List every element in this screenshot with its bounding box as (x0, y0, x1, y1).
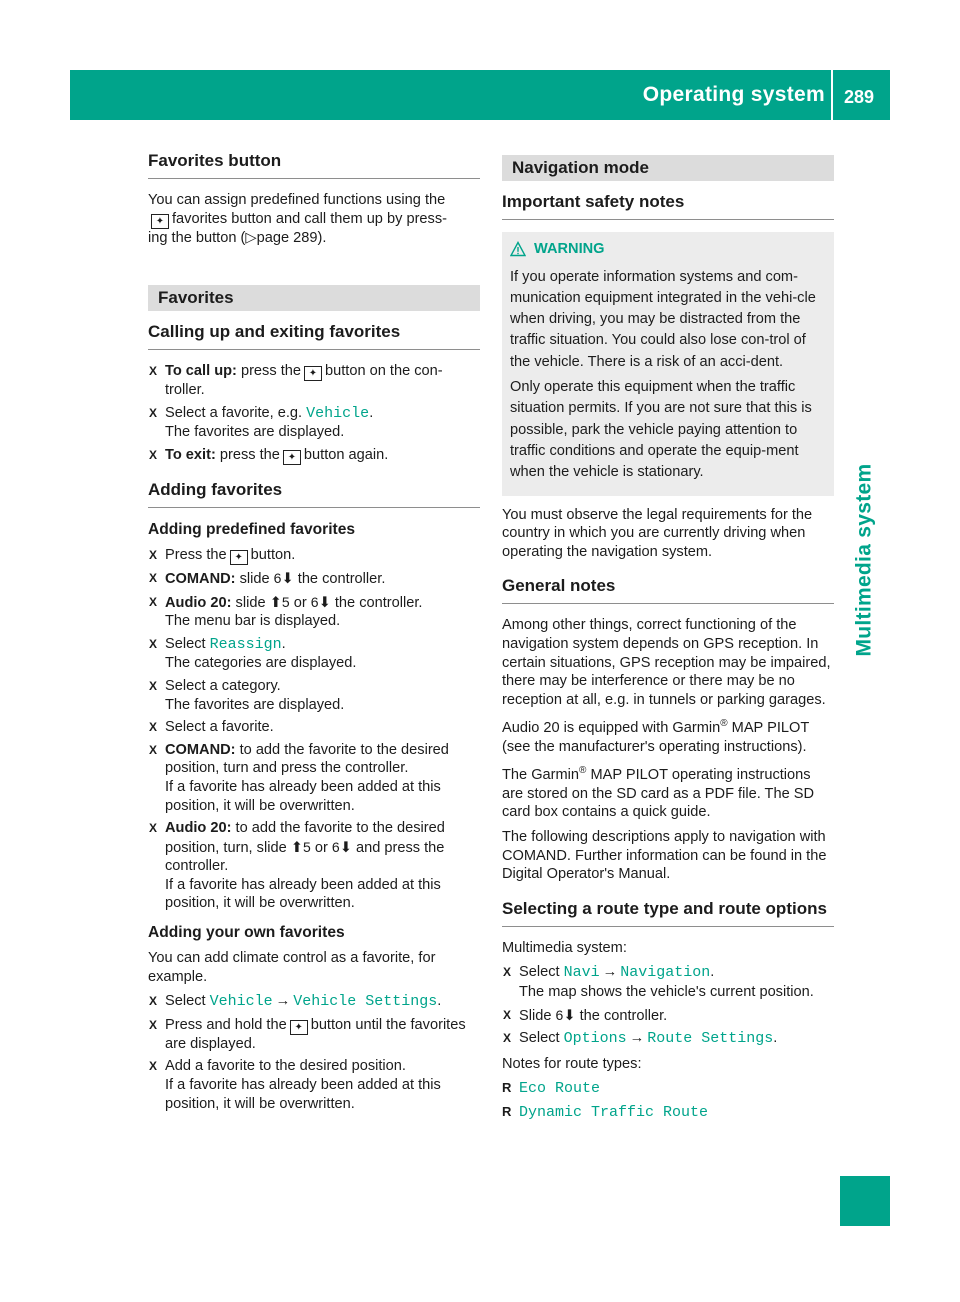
warning-box (502, 232, 834, 496)
list-item: X Select a favorite, e.g. Vehicle. The favorites are displayed. (149, 404, 374, 441)
general-notes-title: General notes (502, 575, 834, 604)
list-item: X Select Options → Route Settings. (503, 1030, 778, 1048)
bullet-icon: R (502, 1103, 512, 1119)
up-arrow-icon: ⬆ (269, 594, 282, 611)
predefined-steps (148, 546, 480, 913)
list-item: X Add a favorite to the desired position. If a favorite has already been added at this position, it will be overwritten. (149, 1058, 441, 1112)
list-item: R Dynamic Traffic Route (502, 1103, 709, 1121)
controller-icon: 5 (302, 838, 311, 855)
favorites-key-icon: ✦ (304, 366, 322, 381)
step-marker-icon: X (149, 821, 158, 836)
step-marker-icon: X (149, 636, 158, 651)
predefined-title: Adding predefined favorites (148, 520, 356, 538)
route-intro: Multimedia system: (502, 939, 627, 956)
step-marker-icon: X (149, 678, 158, 693)
step-marker-icon: X (503, 1031, 512, 1046)
list-item: X Press and hold the ✦ button until the favorites are displayed. (149, 1016, 466, 1052)
route-notes-label: Notes for route types: (502, 1055, 642, 1072)
list-item: X Select a favorite. (149, 719, 274, 736)
route-types (502, 1079, 834, 1122)
step-marker-icon: X (149, 570, 158, 585)
list-item: X Slide 6⬇ the controller. (503, 1006, 668, 1024)
list-item: X Audio 20: to add the favorite to the desired position, turn, slide ⬆5 or 6⬇ and press the controller. If a favorite has already been added at this position, it will be overwritten. (149, 820, 445, 912)
down-arrow-icon: ⬇ (281, 570, 294, 587)
step-marker-icon: X (149, 447, 158, 462)
list-item: R Eco Route (502, 1080, 601, 1098)
calling-steps (148, 362, 480, 465)
side-tab (840, 410, 890, 710)
own-favorites-intro: You can add climate control as a favorite, for example. (148, 950, 436, 985)
adding-title: Adding favorites (148, 479, 480, 508)
general-text-3: The Garmin® MAP PILOT operating instructions are stored on the SD card as a PDF file. The SD card box contains a quick guide. (502, 765, 815, 821)
step-marker-icon: X (149, 364, 158, 379)
favorites-key-icon: ✦ (283, 450, 301, 465)
page-number: 289 (844, 87, 875, 107)
warning-icon (510, 241, 526, 257)
own-favorites-title: Adding your own favorites (148, 924, 345, 942)
step-marker-icon: X (503, 965, 512, 980)
step-marker-icon: X (149, 594, 158, 609)
page-ref-icon: ▷ (245, 229, 257, 246)
favorites-key-icon: ✦ (151, 214, 169, 229)
warning-heading: WARNING (510, 240, 826, 259)
general-text-2: Audio 20 is equipped with Garmin® MAP PILOT (see the manufacturer's operating instructions). (502, 718, 809, 755)
up-arrow-icon: ⬆ (290, 839, 303, 856)
controller-icon: 5 (281, 593, 290, 610)
list-item: X To call up: press the ✦ button on the con-troller. (149, 363, 443, 399)
down-arrow-icon: ⬇ (318, 594, 331, 611)
list-item: X COMAND: slide 6⬇ the controller. (149, 569, 386, 587)
favorites-key-icon: ✦ (290, 1020, 308, 1035)
favorites-button-intro: You can assign predefined functions using the ✦ favorites button and call them up by press- ing the button (▷page 289). (148, 192, 447, 246)
step-marker-icon: X (503, 1007, 512, 1022)
favorites-key-icon: ✦ (230, 550, 248, 565)
step-marker-icon: X (149, 742, 158, 757)
bullet-icon: R (502, 1080, 512, 1096)
side-tab-label: Multimedia system (852, 463, 876, 657)
down-arrow-icon: ⬇ (339, 839, 352, 856)
route-title: Selecting a route type and route options (502, 898, 834, 927)
list-item: X Select Navi → Navigation. The map shows the vehicle's current position. (503, 964, 814, 1000)
side-block (840, 1176, 890, 1226)
step-marker-icon: X (149, 547, 158, 562)
safety-title: Important safety notes (502, 191, 834, 220)
right-column (502, 155, 834, 1127)
step-marker-icon: X (149, 405, 158, 420)
header-divider (831, 70, 833, 120)
calling-title: Calling up and exiting favorites (148, 321, 480, 350)
warning-text-2: Only operate this equipment when the traffic situation permits. If you are not sure that this is possible, park the vehicle paying attention to traffic conditions and operate the equip-ment when the vehicle is stationary. (510, 379, 812, 481)
general-text-1: Among other things, correct functioning of the navigation system depends on GPS reception. In certain situations, GPS reception may be impaired, there may be interference or there may be no reception at all, e.g. in tunnels or parking garages. (502, 617, 831, 708)
legal-text: You must observe the legal requirements for the country in which you are currently driving when operating the navigation system. (502, 506, 813, 560)
list-item: X Select Vehicle → Vehicle Settings. (149, 993, 442, 1011)
list-item: X Select Reassign. The categories are displayed. (149, 635, 357, 672)
controller-icon: 6 (555, 1006, 564, 1023)
step-marker-icon: X (149, 720, 158, 735)
controller-icon: 6 (310, 593, 319, 610)
list-item: X To exit: press the ✦ button again. (149, 446, 389, 463)
warning-text-1: If you operate information systems and com-munication equipment integrated in the vehi-cle when driving, you may be distracted from the traffic situation. You could also lose con-trol of the vehicle. There is a risk of an acci-dent. (510, 268, 816, 370)
controller-icon: 6 (273, 569, 282, 586)
down-arrow-icon: ⬇ (563, 1007, 576, 1024)
step-marker-icon: X (149, 994, 158, 1009)
route-steps (502, 963, 834, 1048)
list-item: X Select a category. The favorites are displayed. (149, 677, 345, 713)
favorites-band: Favorites (148, 285, 480, 311)
favorites-button-title: Favorites button (148, 150, 480, 179)
general-text-4: The following descriptions apply to navigation with COMAND. Further information can be found in the Digital Operator's Manual. (502, 829, 827, 883)
navigation-band: Navigation mode (502, 155, 834, 181)
controller-icon: 6 (331, 838, 340, 855)
step-marker-icon: X (149, 1059, 158, 1074)
page-header-title: Operating system (642, 83, 825, 106)
list-item: X Press the ✦ button. (149, 546, 296, 563)
left-column (148, 150, 480, 1119)
list-item: X Audio 20: slide ⬆5 or 6⬇ the controller. The menu bar is displayed. (149, 593, 423, 630)
own-steps (148, 992, 480, 1113)
step-marker-icon: X (149, 1017, 158, 1032)
list-item: X COMAND: to add the favorite to the desired position, turn and press the controller. If a favorite has already been added at this position, it will be overwritten. (149, 741, 449, 814)
